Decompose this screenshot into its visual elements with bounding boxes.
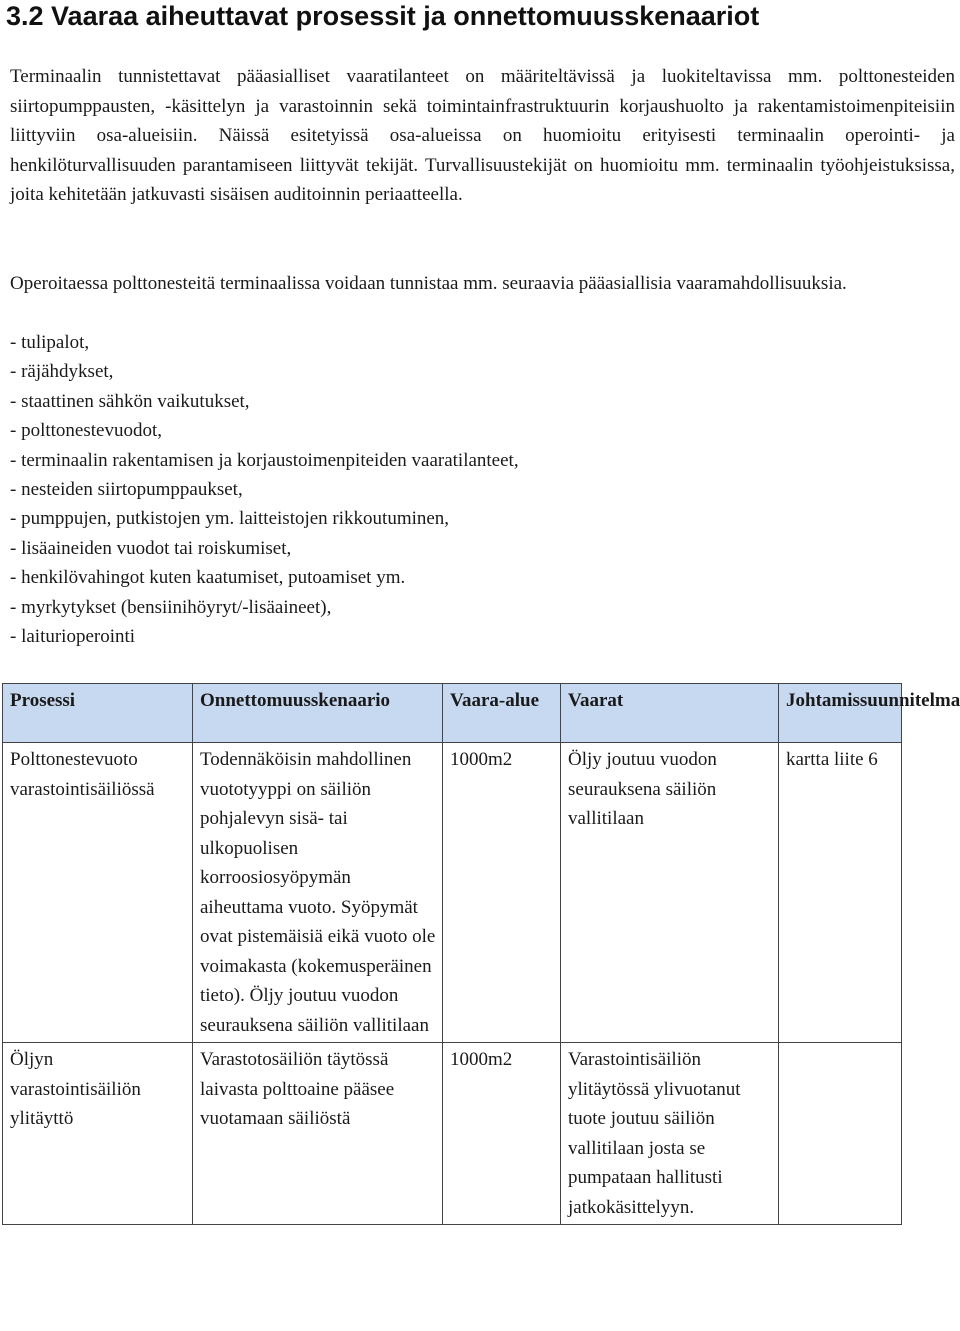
- list-item: - nesteiden siirtopumppaukset,: [10, 479, 243, 501]
- table-cell: [779, 1043, 902, 1225]
- list-item: - räjähdykset,: [10, 361, 114, 383]
- table-cell: Öljy joutuu vuodon seurauksena säiliön vallitilaan: [561, 743, 779, 1043]
- table-cell: Polttonestevuoto varastointisäiliössä: [3, 743, 193, 1043]
- column-header-vaara-alue: Vaara-alue: [443, 684, 561, 743]
- list-item: - staattinen sähkön vaikutukset,: [10, 390, 250, 412]
- column-header-onnettomuusskenaario: Onnettomuusskenaario: [193, 684, 443, 743]
- table-row: [3, 1043, 902, 1225]
- column-header-prosessi: Prosessi: [3, 684, 193, 743]
- scenario-table: [2, 683, 960, 1225]
- list-item: - tulipalot,: [10, 332, 90, 353]
- list-item: - terminaalin rakentamisen ja korjaustoimenpiteiden vaaratilanteet,: [10, 449, 519, 471]
- table-cell: Todennäköisin mahdollinen vuototyyppi on säiliön pohjalevyn sisä- tai ulkopuolisen korroosiosyöpymän aiheuttama vuoto. Syöpymät ovat pistemäisiä eikä vuoto ole voimakasta (kokemusperäinen tieto). Öljy joutuu vuodon seurauksena säiliön vallitilaan: [193, 743, 443, 1043]
- table-cell: Varastotosäiliön täytössä laivasta polttoaine pääsee vuotamaan säiliöstä: [193, 1043, 443, 1225]
- list-item: - polttonestevuodot,: [10, 420, 162, 442]
- table-cell: 1000m2: [443, 1043, 561, 1225]
- table-cell: 1000m2: [443, 743, 561, 1043]
- column-header-vaarat: Vaarat: [561, 684, 779, 743]
- list-item: - laiturioperointi: [10, 626, 136, 648]
- list-item: - myrkytykset (bensiinihöyryt/-lisäaineet),: [10, 596, 332, 618]
- column-header-johtamissuunnitelma: Johtamissuunnitelma: [779, 684, 902, 743]
- section-heading: 3.2 Vaaraa aiheuttavat prosessit ja onnettomuusskenaariot: [6, 1, 760, 31]
- hazards-intro-paragraph: Operoitaessa polttonesteitä terminaalissa voidaan tunnistaa mm. seuraavia pääasiallisia vaaramahdollisuuksia.: [10, 273, 847, 294]
- table-cell: kartta liite 6: [779, 743, 902, 1043]
- table-cell: Öljyn varastointisäiliön ylitäyttö: [3, 1043, 193, 1225]
- intro-paragraph: Terminaalin tunnistettavat pääasialliset vaaratilanteet on määriteltävissä ja luokiteltavissa mm. polttonesteiden siirtopumppausten, -käsittelyn ja varastoinnin sekä toimintainfrastruktuurin korjaushuolto ja rakentamistoimenpiteisiin liittyviin osa-alueisiin. Näissä esitetyissä osa-alueissa on huomioitu erityisesti terminaalin operointi- ja henkilöturvallisuuden parantamiseen liittyvät tekijät. Turvallisuustekijät on huomioitu mm. terminaalin työohjeistuksissa, joita kehitetään jatkuvasti sisäisen auditoinnin periaatteella.: [10, 66, 955, 206]
- list-item: - henkilövahingot kuten kaatumiset, putoamiset ym.: [10, 567, 406, 589]
- hazard-list: [10, 328, 519, 651]
- list-item: - lisäaineiden vuodot tai roiskumiset,: [10, 537, 292, 559]
- table-row: [3, 743, 902, 1043]
- table-cell: Varastointisäiliön ylitäytössä ylivuotanut tuote joutuu säiliön vallitilaan josta se pumpataan hallitusti jatkokäsittelyyn.: [561, 1043, 779, 1225]
- table-header-row: [3, 684, 902, 743]
- list-item: - pumppujen, putkistojen ym. laitteistojen rikkoutuminen,: [10, 508, 450, 530]
